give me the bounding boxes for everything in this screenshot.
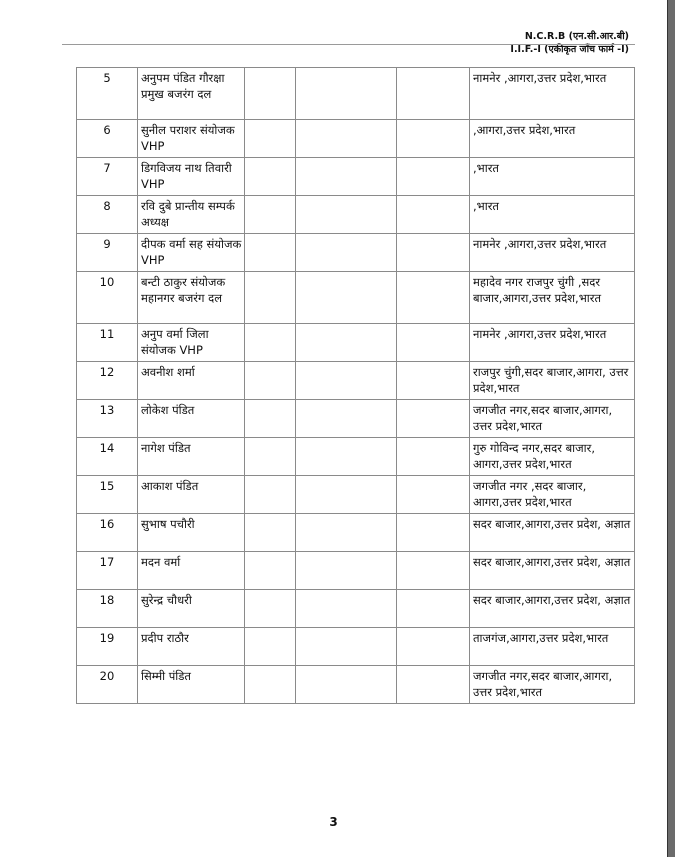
empty-cell — [397, 120, 470, 158]
address-cell: नामनेर ,आगरा,उत्तर प्रदेश,भारत — [470, 68, 635, 120]
serial-number-cell: 19 — [77, 628, 138, 666]
serial-number-cell: 13 — [77, 400, 138, 438]
accused-name-cell: अनुपम पंडित गौरक्षा प्रमुख बजरंग दल — [138, 68, 245, 120]
header-agency: N.C.R.B (एन.सी.आर.बी) — [524, 31, 629, 42]
empty-cell — [245, 324, 296, 362]
accused-name-cell: अनुप वर्मा जिला संयोजक VHP — [138, 324, 245, 362]
empty-cell — [296, 476, 397, 514]
empty-cell — [296, 272, 397, 324]
empty-cell — [296, 120, 397, 158]
table-row — [77, 590, 635, 628]
serial-number-cell: 15 — [77, 476, 138, 514]
empty-cell — [245, 666, 296, 704]
empty-cell — [296, 234, 397, 272]
serial-number-cell: 17 — [77, 552, 138, 590]
empty-cell — [397, 666, 470, 704]
accused-name-cell: सुभाष पचौरी — [138, 514, 245, 552]
accused-name-cell: सिम्मी पंडित — [138, 666, 245, 704]
address-cell: नामनेर ,आगरा,उत्तर प्रदेश,भारत — [470, 234, 635, 272]
table-row — [77, 158, 635, 196]
empty-cell — [245, 120, 296, 158]
empty-cell — [296, 552, 397, 590]
header-form-id: I.I.F.-I (एकीकृत जाँच फार्म -I) — [510, 44, 629, 55]
empty-cell — [397, 476, 470, 514]
empty-cell — [296, 400, 397, 438]
empty-cell — [296, 514, 397, 552]
table-row — [77, 400, 635, 438]
serial-number-cell: 14 — [77, 438, 138, 476]
empty-cell — [397, 628, 470, 666]
empty-cell — [245, 476, 296, 514]
empty-cell — [397, 400, 470, 438]
empty-cell — [245, 234, 296, 272]
serial-number-cell: 10 — [77, 272, 138, 324]
empty-cell — [296, 158, 397, 196]
address-cell: ,आगरा,उत्तर प्रदेश,भारत — [470, 120, 635, 158]
address-cell: नामनेर ,आगरा,उत्तर प्रदेश,भारत — [470, 324, 635, 362]
table-row — [77, 68, 635, 120]
empty-cell — [397, 552, 470, 590]
serial-number-cell: 7 — [77, 158, 138, 196]
serial-number-cell: 16 — [77, 514, 138, 552]
serial-number-cell: 9 — [77, 234, 138, 272]
accused-name-cell: बन्टी ठाकुर संयोजक महानगर बजरंग दल — [138, 272, 245, 324]
empty-cell — [397, 590, 470, 628]
empty-cell — [296, 666, 397, 704]
empty-cell — [245, 158, 296, 196]
address-cell: सदर बाजार,आगरा,उत्तर प्रदेश, अज्ञात — [470, 552, 635, 590]
empty-cell — [245, 362, 296, 400]
accused-name-cell: मदन वर्मा — [138, 552, 245, 590]
form-header — [510, 30, 629, 56]
empty-cell — [245, 438, 296, 476]
table-row — [77, 438, 635, 476]
empty-cell — [296, 362, 397, 400]
empty-cell — [245, 196, 296, 234]
address-cell: गुरु गोविन्द नगर,सदर बाजार, आगरा,उत्तर प्रदेश,भारत — [470, 438, 635, 476]
table-row — [77, 324, 635, 362]
empty-cell — [245, 552, 296, 590]
accused-name-cell: अवनीश शर्मा — [138, 362, 245, 400]
accused-name-cell: डिगविजय नाथ तिवारी VHP — [138, 158, 245, 196]
empty-cell — [245, 272, 296, 324]
address-cell: राजपुर चुंगी,सदर बाजार,आगरा, उत्तर प्रदेश,भारत — [470, 362, 635, 400]
table-row — [77, 272, 635, 324]
empty-cell — [397, 272, 470, 324]
empty-cell — [296, 590, 397, 628]
empty-cell — [296, 438, 397, 476]
table-row — [77, 476, 635, 514]
address-cell: जगजीत नगर ,सदर बाजार, आगरा,उत्तर प्रदेश,भारत — [470, 476, 635, 514]
address-cell: सदर बाजार,आगरा,उत्तर प्रदेश, अज्ञात — [470, 590, 635, 628]
serial-number-cell: 6 — [77, 120, 138, 158]
address-cell: जगजीत नगर,सदर बाजार,आगरा, उत्तर प्रदेश,भारत — [470, 666, 635, 704]
address-cell: सदर बाजार,आगरा,उत्तर प्रदेश, अज्ञात — [470, 514, 635, 552]
empty-cell — [397, 158, 470, 196]
empty-cell — [296, 628, 397, 666]
empty-cell — [296, 68, 397, 120]
table-row — [77, 514, 635, 552]
accused-name-cell: दीपक वर्मा सह संयोजक VHP — [138, 234, 245, 272]
serial-number-cell: 20 — [77, 666, 138, 704]
accused-name-cell: नागेश पंडित — [138, 438, 245, 476]
accused-table-body — [77, 68, 635, 704]
accused-table — [76, 67, 635, 704]
serial-number-cell: 18 — [77, 590, 138, 628]
empty-cell — [245, 514, 296, 552]
empty-cell — [397, 196, 470, 234]
empty-cell — [397, 362, 470, 400]
table-row — [77, 628, 635, 666]
table-row — [77, 120, 635, 158]
accused-name-cell: रवि दुबे प्रान्तीय सम्पर्क अध्यक्ष — [138, 196, 245, 234]
accused-name-cell: सुनील पराशर संयोजक VHP — [138, 120, 245, 158]
table-row — [77, 234, 635, 272]
address-cell: ताजगंज,आगरा,उत्तर प्रदेश,भारत — [470, 628, 635, 666]
empty-cell — [245, 400, 296, 438]
serial-number-cell: 8 — [77, 196, 138, 234]
empty-cell — [245, 590, 296, 628]
empty-cell — [397, 514, 470, 552]
table-row — [77, 666, 635, 704]
empty-cell — [245, 628, 296, 666]
empty-cell — [397, 438, 470, 476]
accused-name-cell: प्रदीप राठौर — [138, 628, 245, 666]
empty-cell — [296, 324, 397, 362]
serial-number-cell: 5 — [77, 68, 138, 120]
serial-number-cell: 11 — [77, 324, 138, 362]
page-number: 3 — [329, 815, 338, 829]
serial-number-cell: 12 — [77, 362, 138, 400]
table-row — [77, 196, 635, 234]
accused-name-cell: सुरेन्द्र चौधरी — [138, 590, 245, 628]
empty-cell — [296, 196, 397, 234]
table-row — [77, 362, 635, 400]
empty-cell — [245, 68, 296, 120]
empty-cell — [397, 324, 470, 362]
address-cell: जगजीत नगर,सदर बाजार,आगरा, उत्तर प्रदेश,भारत — [470, 400, 635, 438]
empty-cell — [397, 68, 470, 120]
accused-name-cell: आकाश पंडित — [138, 476, 245, 514]
empty-cell — [397, 234, 470, 272]
address-cell: ,भारत — [470, 196, 635, 234]
address-cell: महादेव नगर राजपुर चुंगी ,सदर बाजार,आगरा,उत्तर प्रदेश,भारत — [470, 272, 635, 324]
table-row — [77, 552, 635, 590]
header-divider — [62, 44, 635, 45]
accused-name-cell: लोकेश पंडित — [138, 400, 245, 438]
address-cell: ,भारत — [470, 158, 635, 196]
